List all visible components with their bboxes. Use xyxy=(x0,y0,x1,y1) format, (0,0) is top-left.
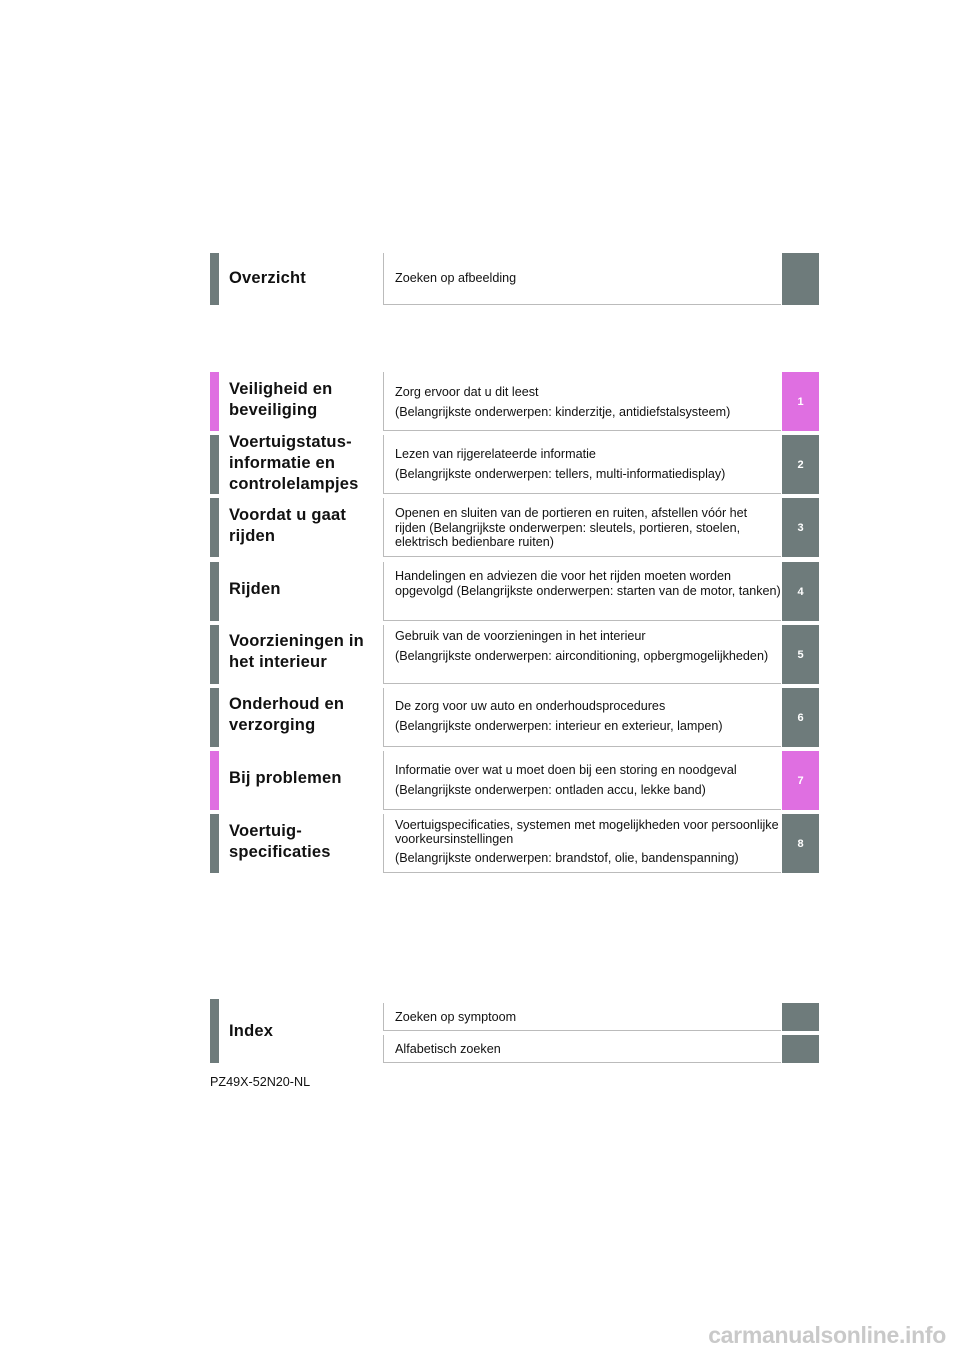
chapter-desc[interactable] xyxy=(383,751,781,810)
watermark: carmanualsonline.info xyxy=(708,1322,946,1348)
chapter-desc-line: Openen en sluiten van de portieren en ruiten, afstellen vóór het rijden (Belangrijkste onderwerpen: sleutels, portieren, stoelen, elektrisch bedienbare ruiten) xyxy=(395,506,748,549)
chapter-desc-line: De zorg voor uw auto en onderhoudsprocedures xyxy=(395,699,666,713)
overview-desc-text: Zoeken op afbeelding xyxy=(395,271,517,285)
chapter-desc-line: Zorg ervoor dat u dit leest xyxy=(395,385,539,399)
index-item-tab xyxy=(782,1035,819,1063)
chapter-accent-bar xyxy=(210,435,219,494)
chapter-desc-line: (Belangrijkste onderwerpen: interieur en exterieur, lampen) xyxy=(395,719,723,733)
chapter-title: Voertuig-specificaties xyxy=(229,822,331,861)
chapter-desc-line: Lezen van rijgerelateerde informatie xyxy=(395,447,596,461)
chapter-desc[interactable] xyxy=(383,625,781,684)
chapter-row-2[interactable] xyxy=(210,435,819,494)
index-item-tab xyxy=(782,1003,819,1031)
index-item-symptom[interactable] xyxy=(383,1003,781,1031)
overview-tab xyxy=(782,253,819,305)
overview-accent-bar xyxy=(210,253,219,305)
chapter-accent-bar xyxy=(210,372,219,431)
chapter-desc-line: (Belangrijkste onderwerpen: kinderzitje, antidiefstalsysteem) xyxy=(395,405,731,419)
chapter-accent-bar xyxy=(210,498,219,557)
chapter-accent-bar xyxy=(210,688,219,747)
overview-row[interactable] xyxy=(210,253,819,305)
chapter-row-5[interactable] xyxy=(210,625,819,684)
chapter-desc-line: Informatie over wat u moet doen bij een storing en noodgeval xyxy=(395,763,737,777)
chapter-desc-line: Handelingen en adviezen die voor het rijden moeten worden opgevolgd (Belangrijkste onderwerpen: starten van de motor, tanken) xyxy=(395,569,781,598)
chapter-desc[interactable] xyxy=(383,688,781,747)
chapter-row-8[interactable] xyxy=(210,814,819,873)
chapter-desc[interactable] xyxy=(383,372,781,431)
chapter-number-tab[interactable]: 2 xyxy=(782,435,819,494)
chapter-title: Bij problemen xyxy=(229,769,342,787)
index-title: Index xyxy=(229,1022,274,1040)
chapter-number-tab[interactable]: 6 xyxy=(782,688,819,747)
chapter-number-tab[interactable]: 4 xyxy=(782,562,819,621)
chapter-accent-bar xyxy=(210,814,219,873)
chapter-desc-line: Gebruik van de voorzieningen in het interieur xyxy=(395,629,646,643)
chapter-accent-bar xyxy=(210,625,219,684)
chapter-desc-line: Voertuigspecificaties, systemen met mogelijkheden voor persoonlijke voorkeursinstellingen xyxy=(395,818,779,846)
chapter-row-1[interactable] xyxy=(210,372,819,431)
chapter-desc-line: (Belangrijkste onderwerpen: airconditioning, opbergmogelijkheden) xyxy=(395,649,769,663)
document-code: PZ49X-52N20-NL xyxy=(210,1075,311,1089)
overview-desc[interactable] xyxy=(383,253,781,305)
index-row[interactable] xyxy=(210,999,819,1063)
index-item-alphabetical[interactable] xyxy=(383,1035,781,1063)
chapter-desc-line: (Belangrijkste onderwerpen: brandstof, olie, bandenspanning) xyxy=(395,851,739,865)
chapter-accent-bar xyxy=(210,751,219,810)
chapter-desc[interactable] xyxy=(383,435,781,494)
chapter-accent-bar xyxy=(210,562,219,621)
chapter-number-tab[interactable]: 5 xyxy=(782,625,819,684)
chapter-title: Onderhoud en verzorging xyxy=(229,695,345,734)
chapter-desc-line: (Belangrijkste onderwerpen: tellers, multi-informatiedisplay) xyxy=(395,467,726,481)
chapter-desc[interactable] xyxy=(383,498,781,557)
chapter-row-6[interactable] xyxy=(210,688,819,747)
chapter-row-4[interactable] xyxy=(210,562,819,621)
chapter-desc[interactable] xyxy=(383,562,781,621)
index-accent-bar xyxy=(210,999,219,1063)
chapter-number-tab[interactable]: 1 xyxy=(782,372,819,431)
chapter-title: Rijden xyxy=(229,580,281,598)
chapter-desc-line: (Belangrijkste onderwerpen: ontladen accu, lekke band) xyxy=(395,783,706,797)
chapter-title: Veiligheid en beveiliging xyxy=(229,380,333,419)
chapter-desc[interactable] xyxy=(383,814,781,873)
index-item-label: Zoeken op symptoom xyxy=(395,1010,517,1024)
overview-title: Overzicht xyxy=(229,269,306,287)
chapter-title: Voordat u gaat rijden xyxy=(229,506,347,545)
chapter-row-7[interactable] xyxy=(210,751,819,810)
chapter-number-tab[interactable]: 3 xyxy=(782,498,819,557)
chapter-number-tab[interactable]: 7 xyxy=(782,751,819,810)
index-item-label: Alfabetisch zoeken xyxy=(395,1042,501,1056)
chapter-number-tab[interactable]: 8 xyxy=(782,814,819,873)
chapter-row-3[interactable] xyxy=(210,498,819,557)
chapter-title: Voorzieningen in het interieur xyxy=(229,632,364,671)
chapter-title: Voertuigstatus-informatie en controlelampjes xyxy=(229,433,359,493)
